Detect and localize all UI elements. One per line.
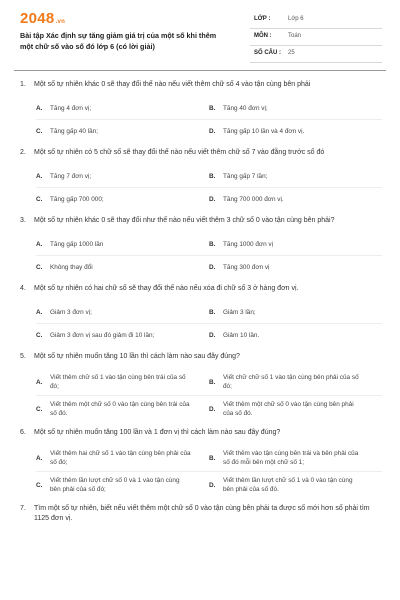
option-letter: A. (36, 308, 43, 316)
option-text: Tăng 4 đơn vị; (50, 104, 92, 112)
logo-suffix: .vn (55, 19, 66, 25)
header-divider (14, 70, 386, 71)
option-letter: C. (36, 405, 43, 413)
option-a[interactable] (36, 369, 209, 396)
option-c[interactable] (36, 324, 209, 346)
option-a[interactable] (36, 301, 209, 324)
option-text: Tăng 40 đơn vị; (223, 104, 268, 112)
option-c[interactable] (36, 472, 209, 498)
option-text: Tăng gấp 700 000; (50, 195, 104, 203)
option-letter: A. (36, 378, 43, 386)
option-letter: B. (209, 240, 216, 248)
option-text: Giảm 3 đơn vị; (50, 308, 92, 316)
question-text: Một số tự nhiên muốn tăng 100 lần và 1 đơn vị thì cách làm nào sau đây đúng? (34, 429, 281, 436)
option-letter: C. (36, 195, 43, 203)
option-a[interactable] (36, 445, 209, 472)
question-1 (20, 80, 382, 142)
question-2 (20, 148, 382, 210)
option-letter: A. (36, 240, 43, 248)
options (20, 301, 382, 346)
option-letter: A. (36, 172, 43, 180)
option-letter: C. (36, 481, 43, 489)
option-d[interactable] (209, 188, 382, 210)
option-letter: C. (36, 263, 43, 271)
options (20, 165, 382, 210)
option-d[interactable] (209, 396, 382, 422)
meta-key: LỚP : (254, 16, 271, 22)
question-text: Một số tự nhiên muốn tăng 10 lần thì cách làm nào sau đây đúng? (34, 353, 240, 360)
question-number: 6. (20, 429, 26, 436)
header (0, 0, 400, 64)
option-a[interactable] (36, 233, 209, 256)
option-d[interactable] (209, 256, 382, 278)
option-text: Giảm 3 lần; (223, 308, 256, 316)
option-letter: B. (209, 104, 216, 112)
option-letter: A. (36, 104, 43, 112)
question-number: 5. (20, 353, 26, 360)
option-text: Viết thêm chữ số 1 vào tận cùng bên trái của số đó; (50, 374, 186, 390)
option-text: Không thay đổi (50, 263, 93, 271)
option-text: Viết thêm một chữ số 0 vào tận cùng bên trái của số đó. (50, 401, 190, 417)
option-text: Viết thêm lần lượt chữ số 1 và 0 vào tận cùng bên phải của số đó. (223, 477, 353, 493)
option-letter: D. (209, 195, 216, 203)
option-letter: B. (209, 308, 216, 316)
option-text: Viết chữ chữ số 1 vào tận cùng bên phải của số đó; (223, 374, 359, 390)
question-4 (20, 284, 382, 346)
meta-value: Lớp 6 (288, 16, 304, 22)
question-list (20, 80, 382, 530)
option-letter: C. (36, 127, 43, 135)
option-text: Viết thêm hai chữ số 1 vào tận cùng bên phải của số đó; (50, 450, 191, 466)
option-c[interactable] (36, 120, 209, 142)
option-text: Tăng 700 000 đơn vị. (223, 195, 284, 203)
option-letter: C. (36, 331, 43, 339)
option-text: Tăng gấp 40 lần; (50, 127, 98, 135)
option-b[interactable] (209, 369, 382, 396)
option-c[interactable] (36, 396, 209, 422)
option-text: Viết thêm vào tận cùng bên trái và bên phải của số đó mỗi bên một chữ số 1; (223, 450, 359, 466)
option-letter: D. (209, 405, 216, 413)
meta-table (250, 12, 382, 63)
option-c[interactable] (36, 188, 209, 210)
option-b[interactable] (209, 165, 382, 188)
option-b[interactable] (209, 97, 382, 120)
meta-row-subject (250, 29, 382, 46)
question-5 (20, 352, 382, 422)
option-text: Tăng 1000 đơn vị (223, 240, 274, 248)
option-letter: B. (209, 378, 216, 386)
option-d[interactable] (209, 120, 382, 142)
option-text: Tăng gấp 10 lần và 4 đơn vị. (223, 127, 305, 135)
page-title: Bài tập Xác định sự tăng giảm giá trị của một số khi thêm một chữ số vào số đó lớp 6 (có lời giải) (20, 31, 217, 51)
meta-row-grade (250, 12, 382, 29)
option-letter: B. (209, 172, 216, 180)
meta-value: 25 (288, 50, 295, 56)
meta-key: SỐ CÂU : (254, 50, 281, 56)
option-d[interactable] (209, 324, 382, 346)
option-letter: D. (209, 481, 216, 489)
option-b[interactable] (209, 301, 382, 324)
options (20, 233, 382, 278)
question-number: 1. (20, 81, 26, 88)
option-text: Viết thêm lần lượt chữ số 0 và 1 vào tận cùng bên phải của số đó; (50, 477, 180, 493)
site-logo[interactable] (20, 10, 65, 27)
option-letter: D. (209, 263, 216, 271)
option-letter: D. (209, 331, 216, 339)
option-text: Giảm 10 lần. (223, 331, 260, 339)
option-a[interactable] (36, 97, 209, 120)
option-b[interactable] (209, 233, 382, 256)
option-a[interactable] (36, 165, 209, 188)
option-d[interactable] (209, 472, 382, 498)
meta-value: Toán (288, 33, 302, 39)
option-text: Tăng 300 đơn vị (223, 263, 270, 271)
question-text: Một số tự nhiên khác 0 sẽ thay đổi thế nào nếu viết thêm chữ số 4 vào tận cùng bên phải (34, 81, 311, 88)
logo-main: 2048 (20, 10, 55, 27)
options (20, 369, 382, 422)
options (20, 97, 382, 142)
option-text: Tăng 7 đơn vị; (50, 172, 92, 180)
question-text: Một số tự nhiên có hai chữ số sẽ thay đổi thế nào nếu xóa đi chữ số 3 ở hàng đơn vị. (34, 285, 299, 292)
option-letter: D. (209, 127, 216, 135)
question-6 (20, 428, 382, 498)
option-text: Giảm 3 đơn vị sau đó giảm đi 10 lần; (50, 331, 155, 339)
options (20, 445, 382, 498)
question-text: Một số tự nhiên khác 0 sẽ thay đổi như thế nào nếu viết thêm 3 chữ số 0 vào tận cùng bên phải? (34, 217, 335, 224)
question-number: 3. (20, 217, 26, 224)
option-text: Tăng gấp 7 lần; (223, 172, 268, 180)
option-text: Viết thêm một chữ số 0 vào tận cùng bên phải của số đó. (223, 401, 354, 417)
question-number: 7. (20, 505, 26, 512)
option-letter: B. (209, 454, 216, 462)
meta-key: MÔN : (254, 33, 272, 39)
question-text: Một số tự nhiên có 5 chữ số sẽ thay đổi thế nào nếu viết thêm chữ số 7 vào đằng trước số đó (34, 149, 325, 156)
option-text: Tăng gấp 1000 lần (50, 240, 104, 248)
meta-row-count (250, 46, 382, 63)
question-3 (20, 216, 382, 278)
question-number: 4. (20, 285, 26, 292)
question-number: 2. (20, 149, 26, 156)
option-b[interactable] (209, 445, 382, 472)
option-letter: A. (36, 454, 43, 462)
option-c[interactable] (36, 256, 209, 278)
question-7 (20, 504, 382, 524)
question-text: Tìm một số tự nhiên, biết nếu viết thêm một chữ số 0 vào tận cùng bên phải ta được số mới hơn số phải tìm 1125 đơn vị. (34, 505, 370, 522)
